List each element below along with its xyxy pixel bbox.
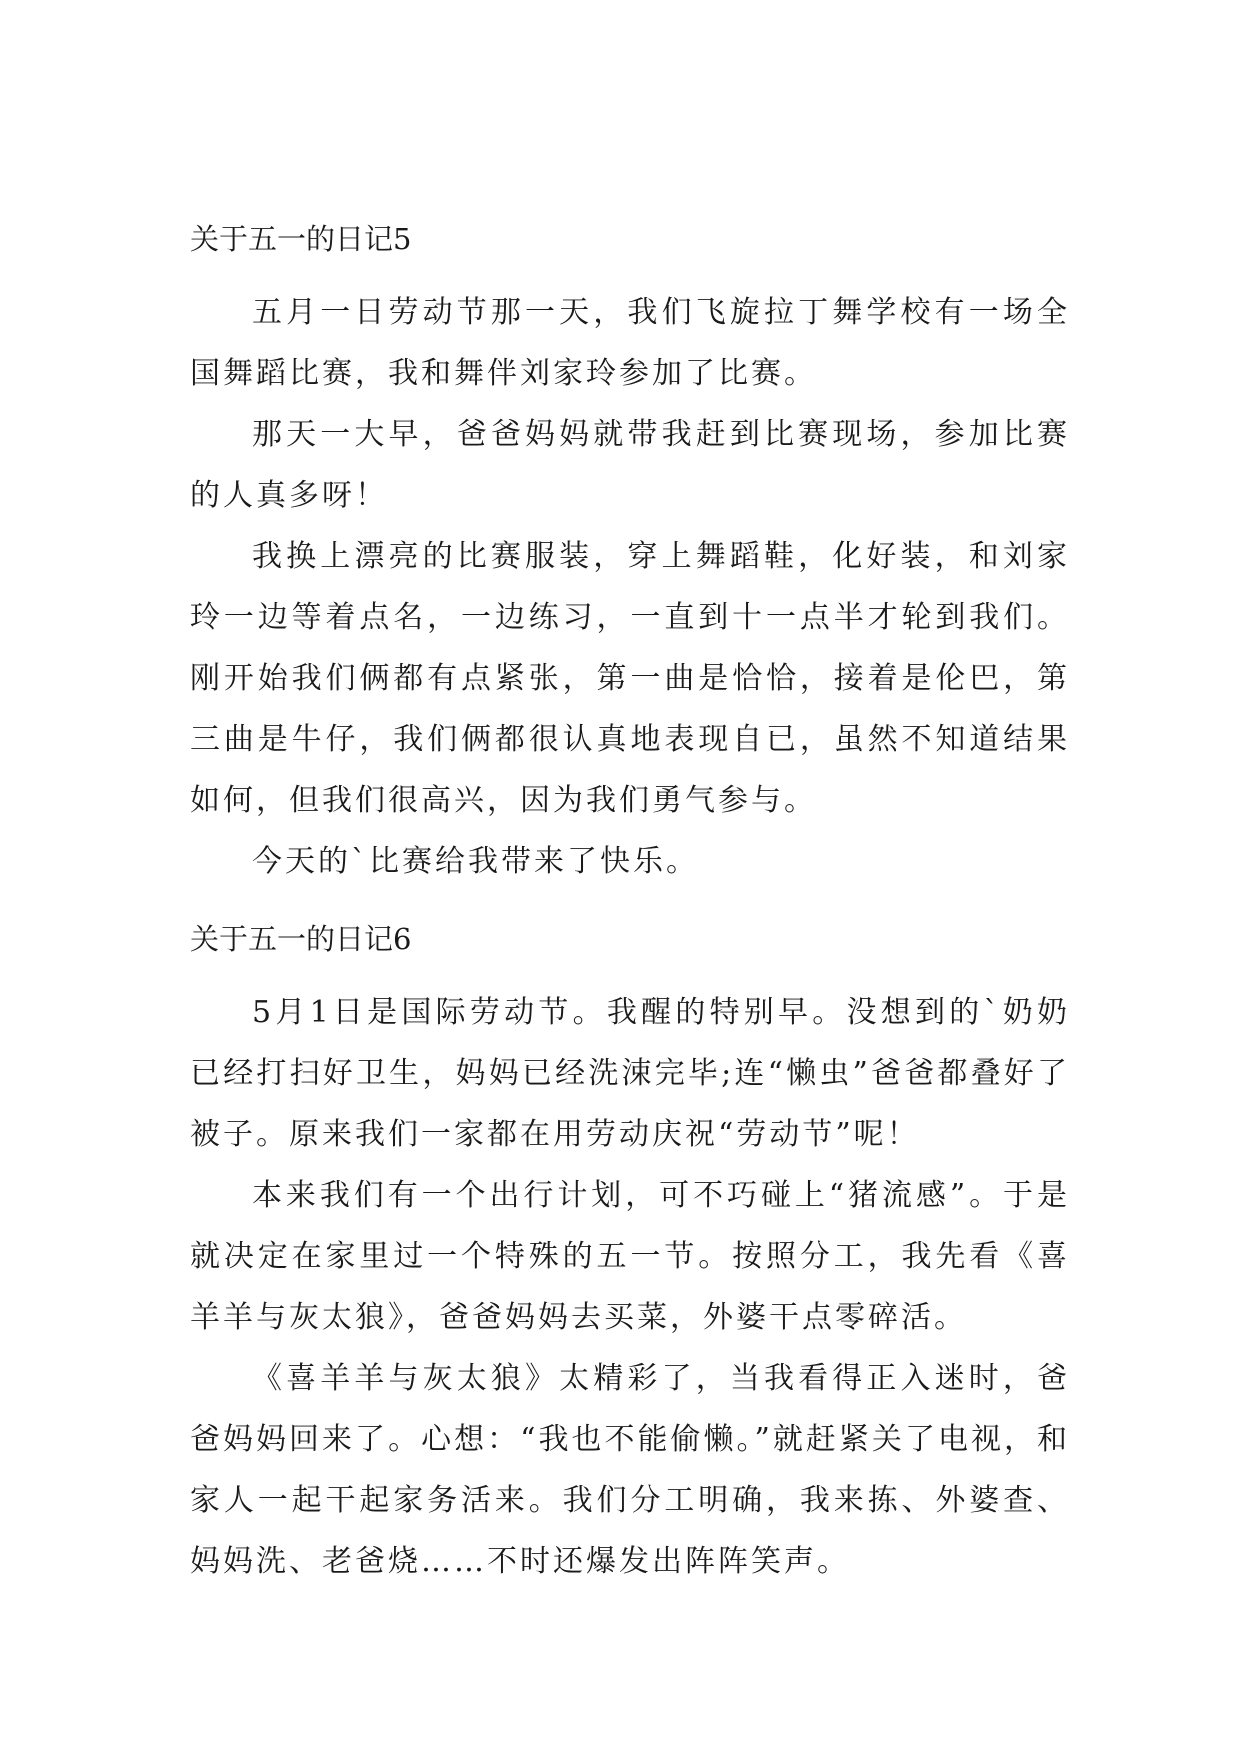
paragraph: 《喜羊羊与灰太狼》太精彩了，当我看得正入迷时，爸爸妈妈回来了。心想：“我也不能偷懒。”就赶紧关了电视，和家人一起干起家务活来。我们分工明确，我来拣、外婆查、妈妈洗、老爸烧……不时还爆发出阵阵笑声。 — [190, 1361, 1070, 1579]
paragraph: 我换上漂亮的比赛服装，穿上舞蹈鞋，化好装，和刘家玲一边等着点名，一边练习，一直到十一点半才轮到我们。刚开始我们俩都有点紧张，第一曲是恰恰，接着是伦巴，第三曲是牛仔，我们俩都很认真地表现自已，虽然不知道结果如何，但我们很高兴，因为我们勇气参与。 — [190, 539, 1070, 818]
paragraph: 今天的`比赛给我带来了快乐。 — [252, 844, 699, 879]
diary-entry-6 — [190, 922, 1070, 1592]
paragraph: 本来我们有一个出行计划，可不巧碰上“猪流感”。于是就决定在家里过一个特殊的五一节。按照分工，我先看《喜羊羊与灰太狼》，爸爸妈妈去买菜，外婆干点零碎活。 — [190, 1178, 1070, 1335]
paragraph: 五月一日劳动节那一天，我们飞旋拉丁舞学校有一场全国舞蹈比赛，我和舞伴刘家玲参加了比赛。 — [190, 295, 1070, 391]
diary-entry-5 — [190, 222, 1070, 892]
paragraph: 那天一大早，爸爸妈妈就带我赶到比赛现场，参加比赛的人真多呀！ — [190, 417, 1070, 513]
paragraph: 5月1日是国际劳动节。我醒的特别早。没想到的`奶奶已经打扫好卫生，妈妈已经洗涑完毕;连“懒虫”爸爸都叠好了被子。原来我们一家都在用劳动庆祝“劳动节”呢！ — [190, 995, 1070, 1152]
entry-title: 关于五一的日记5 — [190, 222, 412, 256]
entry-title: 关于五一的日记6 — [190, 922, 412, 956]
